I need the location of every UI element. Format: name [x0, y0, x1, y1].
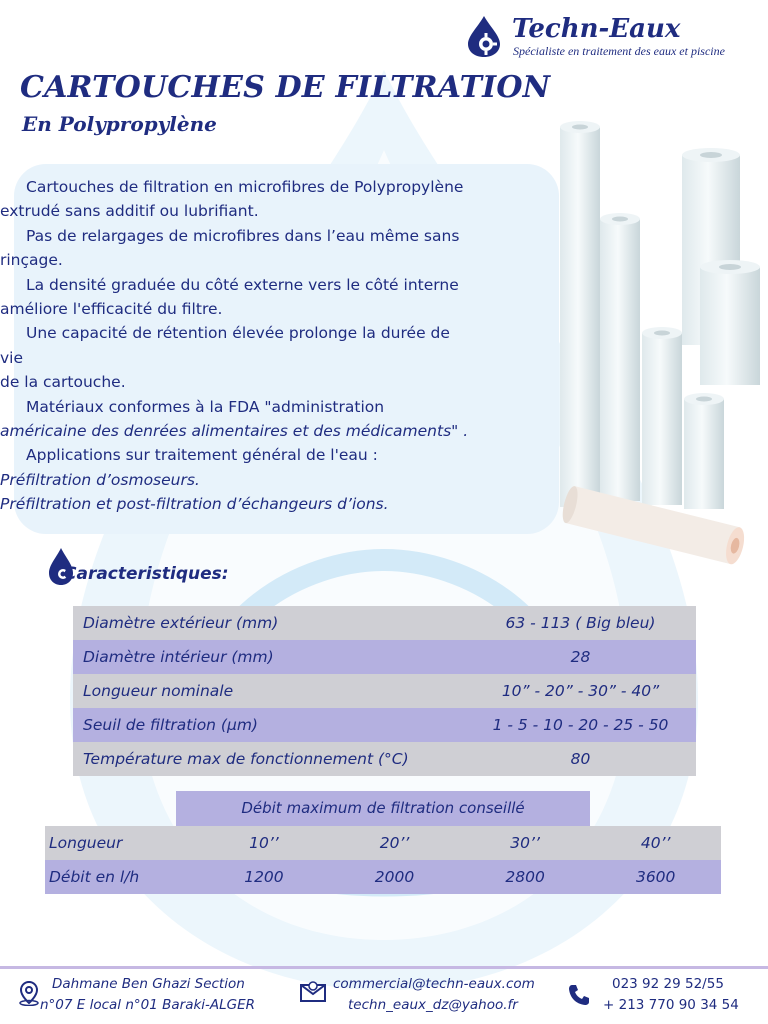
phone-1[interactable]: 023 92 29 52/55 — [612, 976, 724, 992]
table-row — [73, 708, 696, 742]
specifications-table — [73, 606, 696, 776]
length-cell: 10’’ — [199, 826, 330, 860]
desc-line: américaine des denrées alimentaires et des médicaments" . — [0, 422, 469, 441]
table-row — [45, 860, 721, 894]
spec-value: 10” - 20” - 30” - 40” — [473, 674, 696, 708]
brand-logo — [462, 12, 762, 62]
desc-line: améliore l'efficacité du filtre. — [0, 300, 223, 319]
desc-line: Pas de relargages de microfibres dans l’eau même sans — [26, 226, 460, 245]
rate-cell: 3600 — [590, 860, 721, 894]
page-subtitle: En Polypropylène — [22, 112, 217, 136]
address-line-2: n°07 E local n°01 Baraki-ALGER — [40, 997, 256, 1013]
spec-label: Seuil de filtration (µm) — [73, 708, 473, 742]
table-row — [73, 674, 696, 708]
location-pin-icon — [17, 980, 41, 1006]
footer-divider — [0, 966, 768, 969]
rate-cell: 2000 — [329, 860, 460, 894]
flow-rate-table — [45, 826, 721, 894]
water-drop-logo-icon — [464, 14, 504, 58]
page-title: CARTOUCHES DE FILTRATION — [20, 70, 551, 105]
brand-name: Techn-Eaux — [512, 14, 681, 44]
rate-cell: 2800 — [460, 860, 591, 894]
length-cell: 40’’ — [590, 826, 721, 860]
table-row — [73, 606, 696, 640]
spec-label: Température max de fonctionnement (°C) — [73, 742, 473, 776]
email-commercial[interactable]: commercial@techn-eaux.com — [333, 976, 535, 992]
row-header: Longueur — [45, 826, 199, 860]
desc-line: Une capacité de rétention élevée prolonge la durée de — [26, 324, 450, 343]
length-cell: 30’’ — [460, 826, 591, 860]
desc-line: Cartouches de filtration en microfibres de Polypropylène — [26, 178, 464, 196]
spec-label: Diamètre extérieur (mm) — [73, 606, 473, 640]
spec-label: Longueur nominale — [73, 674, 473, 708]
desc-line: Préfiltration et post-filtration d’échangeurs d’ions. — [0, 495, 389, 514]
phone-icon — [567, 983, 591, 1007]
characteristics-heading — [46, 546, 286, 586]
desc-line: Préfiltration d’osmoseurs. — [0, 470, 200, 489]
desc-line: Applications sur traitement général de l'eau : — [26, 446, 378, 465]
spec-value: 63 - 113 ( Big bleu) — [473, 606, 696, 640]
envelope-icon — [299, 980, 327, 1004]
spec-value: 80 — [473, 742, 696, 776]
brand-tagline: Spécialiste en traitement des eaux et piscine — [513, 44, 725, 58]
desc-line: vie — [0, 348, 24, 367]
table-row — [73, 640, 696, 674]
phone-2[interactable]: + 213 770 90 34 54 — [603, 997, 739, 1013]
rate-cell: 1200 — [199, 860, 330, 894]
email-yahoo[interactable]: techn_eaux_dz@yahoo.fr — [348, 997, 518, 1013]
desc-line: extrudé sans additif ou lubrifiant. — [0, 202, 259, 221]
desc-line: La densité graduée du côté externe vers le côté interne — [26, 275, 459, 294]
desc-line: de la cartouche. — [0, 373, 126, 392]
table-row — [45, 826, 721, 860]
filter-cartridges-illustration — [548, 115, 768, 575]
table-row — [73, 742, 696, 776]
spec-label: Diamètre intérieur (mm) — [73, 640, 473, 674]
description-text — [0, 175, 560, 517]
desc-line: rinçage. — [0, 251, 63, 270]
characteristics-title: Caracteristiques: — [64, 564, 229, 584]
length-cell: 20’’ — [329, 826, 460, 860]
spec-value: 1 - 5 - 10 - 20 - 25 - 50 — [473, 708, 696, 742]
address-line-1: Dahmane Ben Ghazi Section — [52, 976, 245, 992]
row-header: Débit en l/h — [45, 860, 199, 894]
desc-line: Matériaux conformes à la FDA "administration — [26, 397, 385, 416]
spec-value: 28 — [473, 640, 696, 674]
flow-table-title: Débit maximum de filtration conseillé — [176, 791, 590, 826]
